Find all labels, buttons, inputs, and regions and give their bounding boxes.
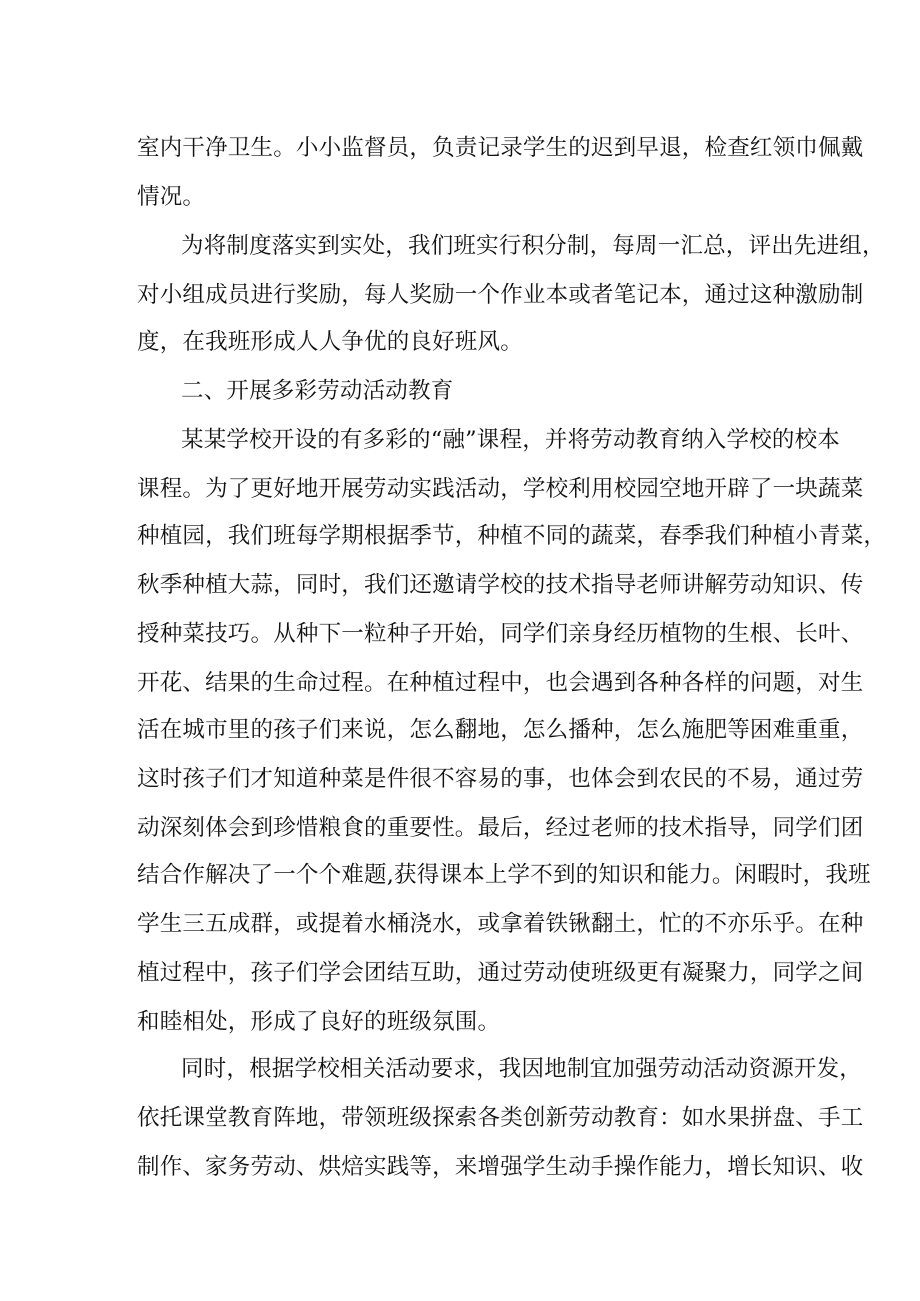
text-line: 度，在我班形成人人争优的良好班风。: [137, 329, 523, 355]
paragraph-first-line: 为将制度落实到实处，我们班实行积分制，每周一汇总，评出先进组，: [181, 233, 885, 259]
text-line: 活在城市里的孩子们来说，怎么翻地，怎么播种，怎么施肥等困难重重，: [137, 717, 864, 743]
paragraph-first-line: 同时，根据学校相关活动要求，我因地制宜加强劳动活动资源开发，: [181, 1056, 863, 1082]
text-line: 授种菜技巧。从种下一粒种子开始，同学们亲身经历植物的生根、长叶、: [137, 621, 864, 647]
text-line: 这时孩子们才知道种菜是件很不容易的事，也体会到农民的不易，通过劳: [137, 766, 864, 792]
text-line: 室内干净卫生。小小监督员，负责记录学生的迟到早退，检查红领巾佩戴: [137, 135, 864, 161]
text-line: 秋季种植大蒜，同时，我们还邀请学校的技术指导老师讲解劳动知识、传: [137, 572, 864, 598]
text-line: 开花、结果的生命过程。在种植过程中，也会遇到各种各样的问题，对生: [137, 670, 864, 696]
text-line: 学生三五成群，或提着水桶浇水，或拿着铁锹翻土，忙的不亦乐乎。在种: [137, 911, 864, 937]
text-line: 制作、家务劳动、烘焙实践等，来增强学生动手操作能力，增长知识、收: [137, 1154, 864, 1180]
paragraph-first-line: 某某学校开设的有多彩的“融”课程，并将劳动教育纳入学校的校本: [181, 427, 841, 453]
section-heading: 二、开展多彩劳动活动教育: [181, 378, 454, 404]
text-line: 课程。为了更好地开展劳动实践活动，学校利用校园空地开辟了一块蔬菜: [137, 476, 864, 502]
text-line: 和睦相处，形成了良好的班级氛围。: [137, 1009, 501, 1035]
text-line: 种植园，我们班每学期根据季节，种植不同的蔬菜，春季我们种植小青菜，: [137, 523, 887, 549]
text-line: 结合作解决了一个个难题,获得课本上学不到的知识和能力。闲暇时，我班: [137, 862, 871, 888]
text-line: 植过程中，孩子们学会团结互助，通过劳动使班级更有凝聚力，同学之间: [137, 960, 864, 986]
text-line: 依托课堂教育阵地，带领班级探索各类创新劳动教育：如水果拼盘、手工: [137, 1105, 864, 1131]
text-line: 情况。: [137, 184, 206, 210]
text-line: 对小组成员进行奖励，每人奖励一个作业本或者笔记本，通过这种激励制: [137, 282, 864, 308]
text-line: 动深刻体会到珍惜粮食的重要性。最后，经过老师的技术指导，同学们团: [137, 815, 864, 841]
